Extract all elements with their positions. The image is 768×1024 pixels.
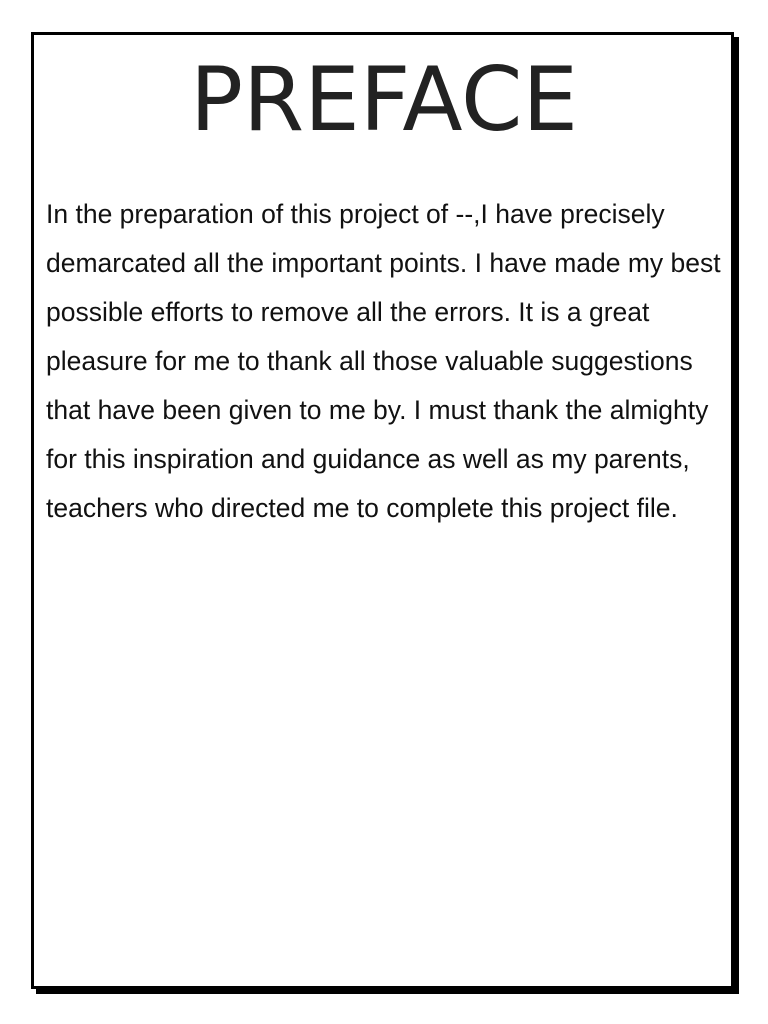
preface-body-paragraph: In the preparation of this project of --,I have precisely demarcated all the important points. I have made my best possible efforts to remove all the errors. It is a great pleasure for me to thank all those valuable suggestions that have been given to me by. I must thank the almighty for this inspiration and guidance as well as my parents, teachers who directed me to complete this project file. (46, 199, 721, 523)
page-title: PREFACE (189, 48, 579, 151)
